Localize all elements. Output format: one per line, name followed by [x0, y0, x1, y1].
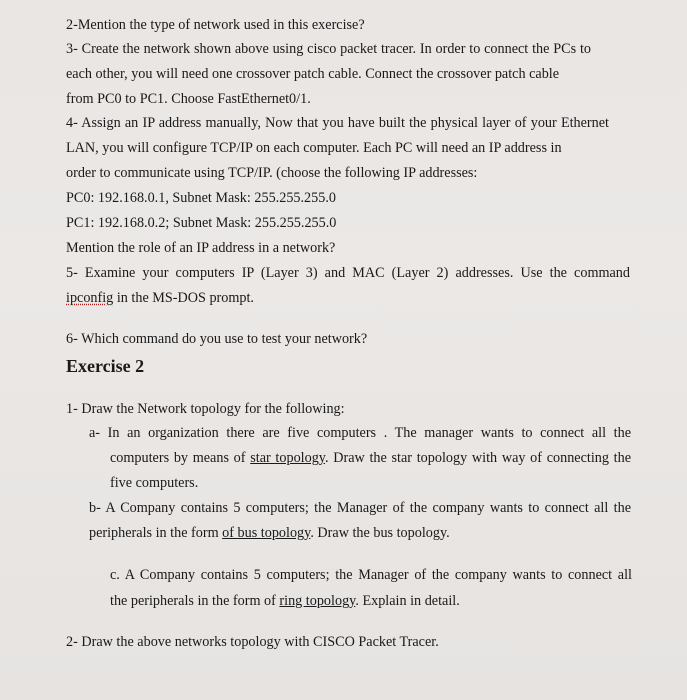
bus-topology-term: of bus topology [222, 525, 311, 541]
question-5-line-2-rest: in the MS-DOS prompt. [113, 290, 254, 306]
question-3-line-1: 3- Create the network shown above using cisco packet tracer. In order to connect the PCs to [66, 41, 591, 57]
question-6: 6- Which command do you use to test your network? [66, 331, 368, 347]
item-b-line-2-start: peripherals in the form [89, 525, 223, 541]
exercise-2-question-2: 2- Draw the above networks topology with CISCO Packet Tracer. [66, 634, 439, 650]
item-b-line-1: b- A Company contains 5 computers; the Manager of the company wants to connect all the [89, 500, 631, 516]
question-3-line-3: from PC0 to PC1. Choose FastEthernet0/1. [66, 91, 311, 107]
ring-topology-term: ring topology [279, 593, 356, 609]
item-c-line-2-start: the peripherals in the form of [110, 593, 280, 609]
star-topology-term: star topology [250, 450, 325, 466]
item-b-line-2-end: . Draw the bus topology. [310, 525, 450, 541]
item-a-line-1: a- In an organization there are five computers . The manager wants to connect all the [89, 425, 631, 441]
ipconfig-command: ipconfig [66, 290, 114, 306]
question-4-line-3: order to communicate using TCP/IP. (choose the following IP addresses: [66, 165, 478, 181]
pc1-address: PC1: 192.168.0.2; Subnet Mask: 255.255.255.0 [66, 215, 337, 231]
item-a-line-2 [110, 449, 631, 467]
ip-role-question: Mention the role of an IP address in a network? [66, 240, 336, 256]
item-c-line-2-end: . Explain in detail. [355, 593, 460, 609]
question-5-line-1: 5- Examine your computers IP (Layer 3) and MAC (Layer 2) addresses. Use the command [66, 265, 630, 281]
exercise-2-heading: Exercise 2 [66, 356, 145, 376]
question-4-line-1: 4- Assign an IP address manually, Now that you have built the physical layer of your Ethernet [66, 115, 609, 131]
item-a-line-3: five computers. [110, 475, 199, 491]
item-a-line-2-start: computers by means of [110, 450, 251, 466]
question-4-line-2: LAN, you will configure TCP/IP on each computer. Each PC will need an IP address in [66, 140, 562, 156]
pc0-address: PC0: 192.168.0.1, Subnet Mask: 255.255.255.0 [66, 190, 336, 206]
item-b-line-2 [89, 524, 450, 542]
question-5-line-2 [66, 289, 254, 307]
item-c-line-2 [110, 592, 460, 610]
question-3-line-2: each other, you will need one crossover patch cable. Connect the crossover patch cable [66, 66, 560, 82]
question-2: 2-Mention the type of network used in this exercise? [66, 17, 365, 33]
item-c-line-1: c. A Company contains 5 computers; the Manager of the company wants to connect all [110, 567, 632, 583]
exercise-2-question-1: 1- Draw the Network topology for the following: [66, 401, 345, 417]
item-a-line-2-end: . Draw the star topology with way of connecting the [324, 450, 632, 466]
